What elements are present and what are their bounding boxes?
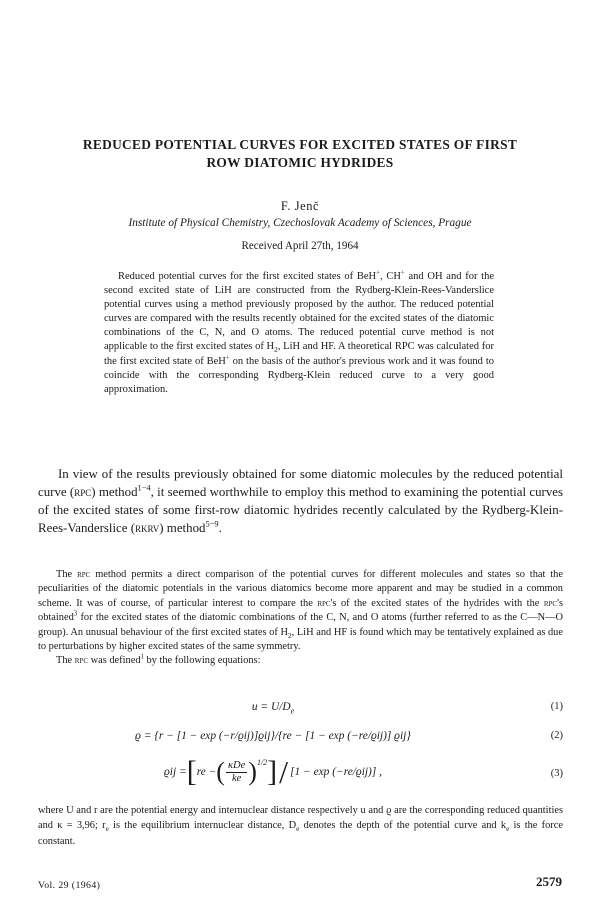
body-text: 's obtained bbox=[38, 597, 563, 624]
body-text: , LiH and HF is found which may be tentatively explained as due to perturbations by higher excited states of the same symmetry. bbox=[38, 626, 563, 653]
equation-2-number: (2) bbox=[550, 730, 563, 741]
reference-marker: 3 bbox=[73, 610, 78, 618]
formula-text: u = U/D bbox=[251, 701, 291, 713]
right-paren: ) bbox=[248, 757, 257, 786]
fraction-denominator: ke bbox=[231, 772, 242, 784]
abstract-text: Reduced potential curves for the first excited states of BeH bbox=[118, 271, 377, 282]
abbrev-rkrv: rkrv bbox=[135, 521, 160, 536]
abstract bbox=[104, 270, 494, 397]
eq3-lhs: ϱij = bbox=[164, 766, 187, 778]
equation-3-number: (3) bbox=[550, 768, 563, 779]
equation-1-formula bbox=[38, 701, 508, 716]
author-affiliation: Institute of Physical Chemistry, Czechoslovak Academy of Sciences, Prague bbox=[128, 217, 472, 229]
subscript: 2 bbox=[274, 345, 278, 355]
subscript: e bbox=[296, 825, 300, 834]
intro-text: ) method bbox=[91, 485, 138, 500]
reference-marker: 5−9 bbox=[205, 519, 219, 529]
body-text: for the excited states of the diatomic combinations of the C, N, and O atoms (further referred to as the C—N—O group). An unusual behaviour of the first excited states of H bbox=[38, 612, 563, 638]
left-paren: ( bbox=[216, 757, 225, 786]
right-bracket: ] bbox=[267, 755, 278, 788]
subscript: e bbox=[105, 825, 109, 834]
abstract-text: , LiH and HF. A theoretical RPC was calculated for the first excited state of BeH bbox=[104, 341, 494, 367]
closing-paragraph bbox=[38, 803, 563, 849]
intro-text: In view of the results previously obtained for some diatomic molecules by the reduced potential curve ( bbox=[38, 467, 563, 500]
body-text: where U and r are the potential energy and internuclear distance respectively u and ϱ are the corresponding reduced quantities and κ = 3,96; r bbox=[38, 805, 563, 832]
body-text: was defined bbox=[88, 655, 141, 667]
article-title bbox=[40, 136, 560, 172]
subscript: e bbox=[506, 825, 510, 834]
reference-marker: 1 bbox=[140, 653, 144, 661]
title-line-2: ROW DIATOMIC HYDRIDES bbox=[206, 155, 394, 170]
abstract-text: on the basis of the author's previous work and it was found to coincide with the corresponding Rydberg-Klein reduced curve to a very good approximation. bbox=[104, 355, 494, 395]
intro-paragraph bbox=[38, 465, 563, 537]
intro-text: , it seemed worthwhile to employ this method to examining the potential curves of the excited states of some first-row diatomic hydrides recently calculated by the Rydberg-Klein-Rees-Vanderslice ( bbox=[38, 485, 564, 536]
abstract-text: and OH and for the second excited state of LiH are constructed from the Rydberg-Klein-Rees-Vanderslice potential curves using a method previously proposed by the author. The reduced potential curves are compared with the results recently obtained for the excited states of the diatomic combinations of the C, N, and O atoms. The reduced potential curve method is not applicable to the first excited states of H bbox=[104, 271, 494, 353]
eq3-fraction bbox=[226, 760, 247, 785]
author-name: F. Jenč bbox=[280, 199, 320, 213]
body-text: denotes the depth of the potential curve and k bbox=[299, 820, 507, 832]
eq3-rhs: [1 − exp (−re/ϱij)] , bbox=[290, 766, 382, 778]
subscript: e bbox=[290, 706, 295, 716]
intro-text: . bbox=[218, 521, 222, 536]
reference-marker: 1−4 bbox=[137, 483, 151, 493]
abbrev-rpc: rpc bbox=[77, 569, 91, 580]
body-text: is the force constant. bbox=[38, 820, 563, 847]
body-paragraph bbox=[38, 568, 563, 669]
body-text: is the equilibrium internuclear distance, D bbox=[108, 820, 297, 832]
equation-3-formula: ϱij = [ re − ( $\frac{\text{κDe}}{ke}$ ) 1/2 ] / [1 − exp (−re/ϱij)] , bbox=[164, 754, 382, 790]
page-number: 2579 bbox=[536, 874, 562, 889]
eq3-re-term: re − bbox=[196, 766, 217, 778]
body-text: 's of the excited states of the hydrides with the bbox=[330, 597, 544, 609]
abbrev-rpc: rpc bbox=[543, 597, 558, 609]
body-text: The bbox=[56, 569, 78, 580]
abstract-text: , CH bbox=[379, 271, 401, 282]
left-bracket: [ bbox=[186, 755, 197, 788]
abbrev-rpc: rpc bbox=[74, 655, 88, 667]
body-text: by the following equations: bbox=[143, 655, 261, 667]
body-text: The bbox=[56, 655, 75, 667]
superscript: + bbox=[400, 269, 405, 277]
body-text: method permits a direct comparison of the potential curves for different molecules and states so that the peculiarities of the diatomic potentials in the various diatomics become more apparent and may be studied in a common scheme. It was of course, of particular interest to compare the bbox=[38, 569, 563, 609]
equation-1-number: (1) bbox=[550, 701, 563, 712]
received-date: Received April 27th, 1964 bbox=[241, 240, 359, 252]
superscript: + bbox=[225, 354, 230, 362]
definition-paragraph bbox=[38, 654, 563, 668]
superscript: + bbox=[376, 269, 380, 277]
division-slash: / bbox=[279, 754, 289, 790]
abbrev-rpc: rpc bbox=[74, 485, 92, 500]
equation-2-formula: ϱ = {r − [1 − exp (−r/ϱij)]ϱij}/{re − [1 − exp (−re/ϱij)] ϱij} bbox=[135, 730, 411, 742]
intro-text: ) method bbox=[159, 521, 206, 536]
equation-3 bbox=[38, 756, 563, 796]
abbrev-rpc: rpc bbox=[317, 597, 331, 609]
volume-info: Vol. 29 (1964) bbox=[38, 880, 101, 891]
subscript: 2 bbox=[287, 631, 292, 640]
title-line-1: REDUCED POTENTIAL CURVES FOR EXCITED STATES OF FIRST bbox=[82, 137, 518, 152]
fraction-numerator: κDe bbox=[227, 759, 246, 771]
method-paragraph bbox=[38, 568, 563, 654]
